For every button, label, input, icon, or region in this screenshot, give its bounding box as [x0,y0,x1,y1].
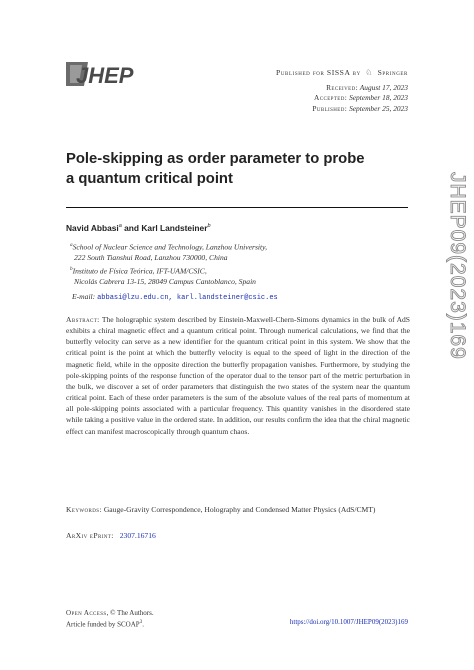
affiliation-b [70,264,256,287]
publisher-brand: Springer [377,68,408,77]
affil-line: School of Nuclear Science and Technology, Lanzhou University, [72,242,267,252]
open-access-text: , © The Authors. [106,609,154,617]
affil-line: 222 South Tianshui Road, Lanzhou 730000, China [74,252,228,262]
journal-sidebar-id [431,168,469,408]
affiliation-a [70,240,267,263]
sidebar-id-text: JHEP09(2023)169 [446,172,469,360]
accepted-date: September 18, 2023 [349,93,408,103]
published-label: Published: [312,103,348,113]
affil-line: Instituto de Física Teórica, IFT-UAM/CSIC, [72,266,207,276]
received-label: Received: [326,83,359,92]
arxiv-link[interactable]: 2307.16716 [119,531,156,540]
publication-dates [312,83,408,114]
affil-line: Nicolás Cabrera 13-15, 28049 Campus Cantoblanco, Spain [74,276,256,286]
open-access-label: Open Access [66,609,107,617]
abstract [66,314,410,437]
springer-horse-icon: ♘ [365,68,374,77]
email-link[interactable]: abbasi@lzu.edu.cn, karl.landsteiner@csic.es [97,294,278,302]
received-date: August 17, 2023 [359,83,408,92]
publisher-text: Published for SISSA by [276,68,361,77]
paper-title: Pole-skipping as order parameter to probe a quantum critical point [66,151,365,187]
published-date: September 25, 2023 [349,103,408,113]
abstract-label: Abstract: [66,315,100,324]
funding-sup: 3 [139,620,143,625]
funding-text: Article funded by SCOAP [66,620,140,629]
doi-link[interactable]: https://doi.org/10.1007/JHEP09(2023)169 [289,618,408,626]
keywords-text: Gauge-Gravity Correspondence, Holography and Condensed Matter Physics (AdS/CMT) [103,505,376,514]
jhep-logo [66,58,134,90]
arxiv-label: ArXiv ePrint: [66,531,114,540]
affil-marker: b [70,266,73,272]
accepted-label: Accepted: [314,93,348,103]
publisher-line [276,68,408,77]
footer-license [66,608,154,629]
author-affil-marker: b [207,223,211,230]
author-conjunction: and [121,223,142,233]
affil-marker: a [70,242,73,248]
author-list [66,223,211,233]
email-line [72,292,278,302]
logo-text: JHEP [76,63,134,88]
email-label: E-mail: [72,292,96,301]
author-name: Navid Abbasi [66,223,119,233]
funding-end: . [142,620,144,629]
author-name: Karl Landsteiner [141,223,208,233]
arxiv-line [66,531,156,540]
keywords-label: Keywords: [66,505,102,514]
author-affil-marker: a [118,223,122,230]
abstract-text: The holographic system described by Einstein-Maxwell-Chern-Simons dynamics in the bulk of AdS exhibits a chiral magnetic effect and a quantum critical point. Through numerical calculations, we find that the butterfly velocity can serve as a new identifier for the quantum critical point in this system. We show that the critical point is the point at which the butterfly velocity is equal to the speed of light in the direction of the magnetic field, while in the opposite direction the butterfly propagation vanishes. Furthermore, by studying the pole-skipping points of the response function of the operator dual to the tensor part of the metric perturbation in the bulk, we discover a set of order parameters that distinguish the two states of the system near the quantum critical point. Each of these order parameters is the sum of the absolute values of the real parts of momentum at all pole-skipping points associated with a particular frequency. This quantity vanishes in the disordered state while taking a positive value in the ordered state. In addition, our results confirm the idea that the chiral magnetic effect can manifest macroscopically through quantum chaos. [66,315,410,436]
keywords [66,504,410,515]
header-rule [66,207,408,208]
